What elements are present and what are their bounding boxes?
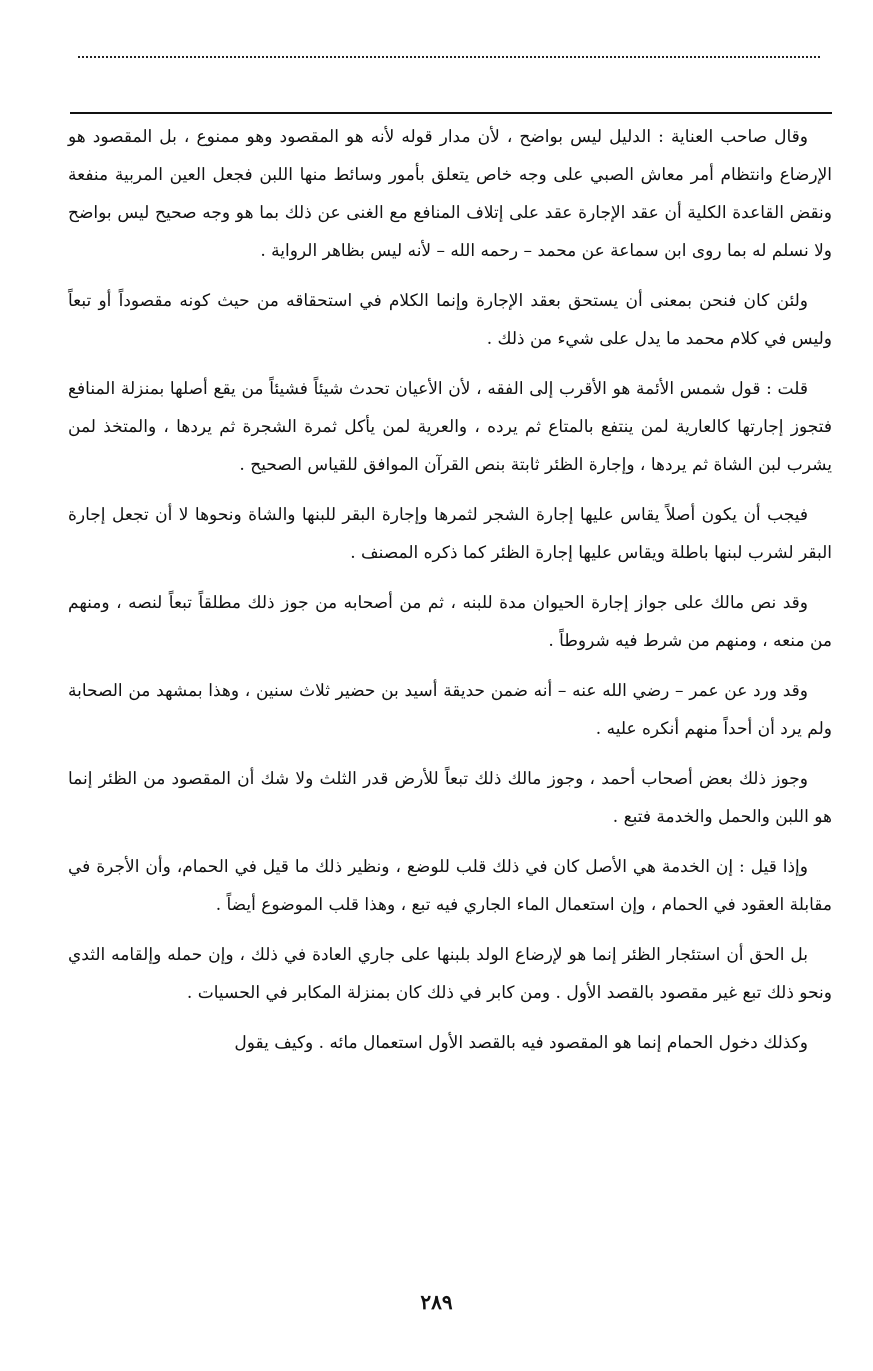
paragraph: وقد نص مالك على جواز إجارة الحيوان مدة للبنه ، ثم من أصحابه من جوز ذلك مطلقاً تبعاً لنصه ، ومنهم من منعه ، ومنهم من شرط فيه شروطاً . bbox=[68, 593, 832, 651]
paragraph: وكذلك دخول الحمام إنما هو المقصود فيه بالقصد الأول استعمال مائه . وكيف يقول bbox=[234, 1033, 808, 1053]
paragraph: بل الحق أن استئجار الظئر إنما هو لإرضاع الولد بلبنها على جاري العادة في ذلك ، وإن حمله وإلقامه الثدي ونحو ذلك تبع غير مقصود بالقصد الأول . ومن كابر في ذلك كان بمنزلة المكابر في الحسيات . bbox=[68, 945, 832, 1003]
paragraph: فيجب أن يكون أصلاً يقاس عليها إجارة الشجر لثمرها وإجارة البقر للبنها والشاة ونحوها لا أن تجعل إجارة البقر لشرب لبنها باطلة ويقاس عليها إجارة الظئر كما ذكره المصنف . bbox=[68, 505, 832, 563]
paragraph: وإذا قيل : إن الخدمة هي الأصل كان في ذلك قلب للوضع ، ونظير ذلك ما قيل في الحمام، وأن الأجرة في مقابلة العقود في الحمام ، وإن استعمال الماء الجاري فيه تبع ، وهذا قلب الموضوع أيضاً . bbox=[68, 857, 832, 915]
paragraph: وقال صاحب العناية : الدليل ليس بواضح ، لأن مدار قوله لأنه هو المقصود وهو ممنوع ، بل المقصود هو الإرضاع وانتظام أمر معاش الصبي على وجه خاص يتعلق بأمور وسائط منها اللبن فجعل العين المربية منفعة ونقض القاعدة الكلية أن عقد الإجارة عقد على إتلاف المنافع مع الغنى عن ذلك بما هو وجه صحيح ليس بواضح ولا نسلم له بما روى ابن سماعة عن محمد – رحمه الله – لأنه ليس بظاهر الرواية . bbox=[68, 127, 832, 261]
paragraph: قلت : قول شمس الأئمة هو الأقرب إلى الفقه ، لأن الأعيان تحدث شيئاً فشيئاً من يقع أصلها بمنزلة المنافع فتجوز إجارتها كالعارية لمن ينتفع بالمتاع ثم يرده ، والعرية لمن يأكل ثمرة الشجرة ثم يردها ، والمتخذ لمن يشرب لبن الشاة ثم يردها ، وإجارة الظئر ثابتة بنص القرآن الموافق للقياس الصحيح . bbox=[68, 379, 832, 475]
paragraph: ولئن كان فنحن بمعنى أن يستحق بعقد الإجارة وإنما الكلام في استحقاقه من حيث كونه مقصوداً أو تبعاً وليس في كلام محمد ما يدل على شيء من ذلك . bbox=[68, 291, 832, 349]
paragraph: وجوز ذلك بعض أصحاب أحمد ، وجوز مالك ذلك تبعاً للأرض قدر الثلث ولا شك أن المقصود من الظئر إنما هو اللبن والحمل والخدمة فتبع . bbox=[68, 769, 832, 827]
main-text bbox=[68, 118, 832, 1074]
header-dotted-line bbox=[78, 56, 820, 58]
page-number: ٢٨٩ bbox=[420, 1290, 453, 1314]
paragraph: وقد ورد عن عمر – رضي الله عنه – أنه ضمن حديقة أسيد بن حضير ثلاث سنين ، وهذا بمشهد من الصحابة ولم يرد أن أحداً منهم أنكره عليه . bbox=[68, 681, 832, 739]
header-rule bbox=[70, 112, 832, 114]
